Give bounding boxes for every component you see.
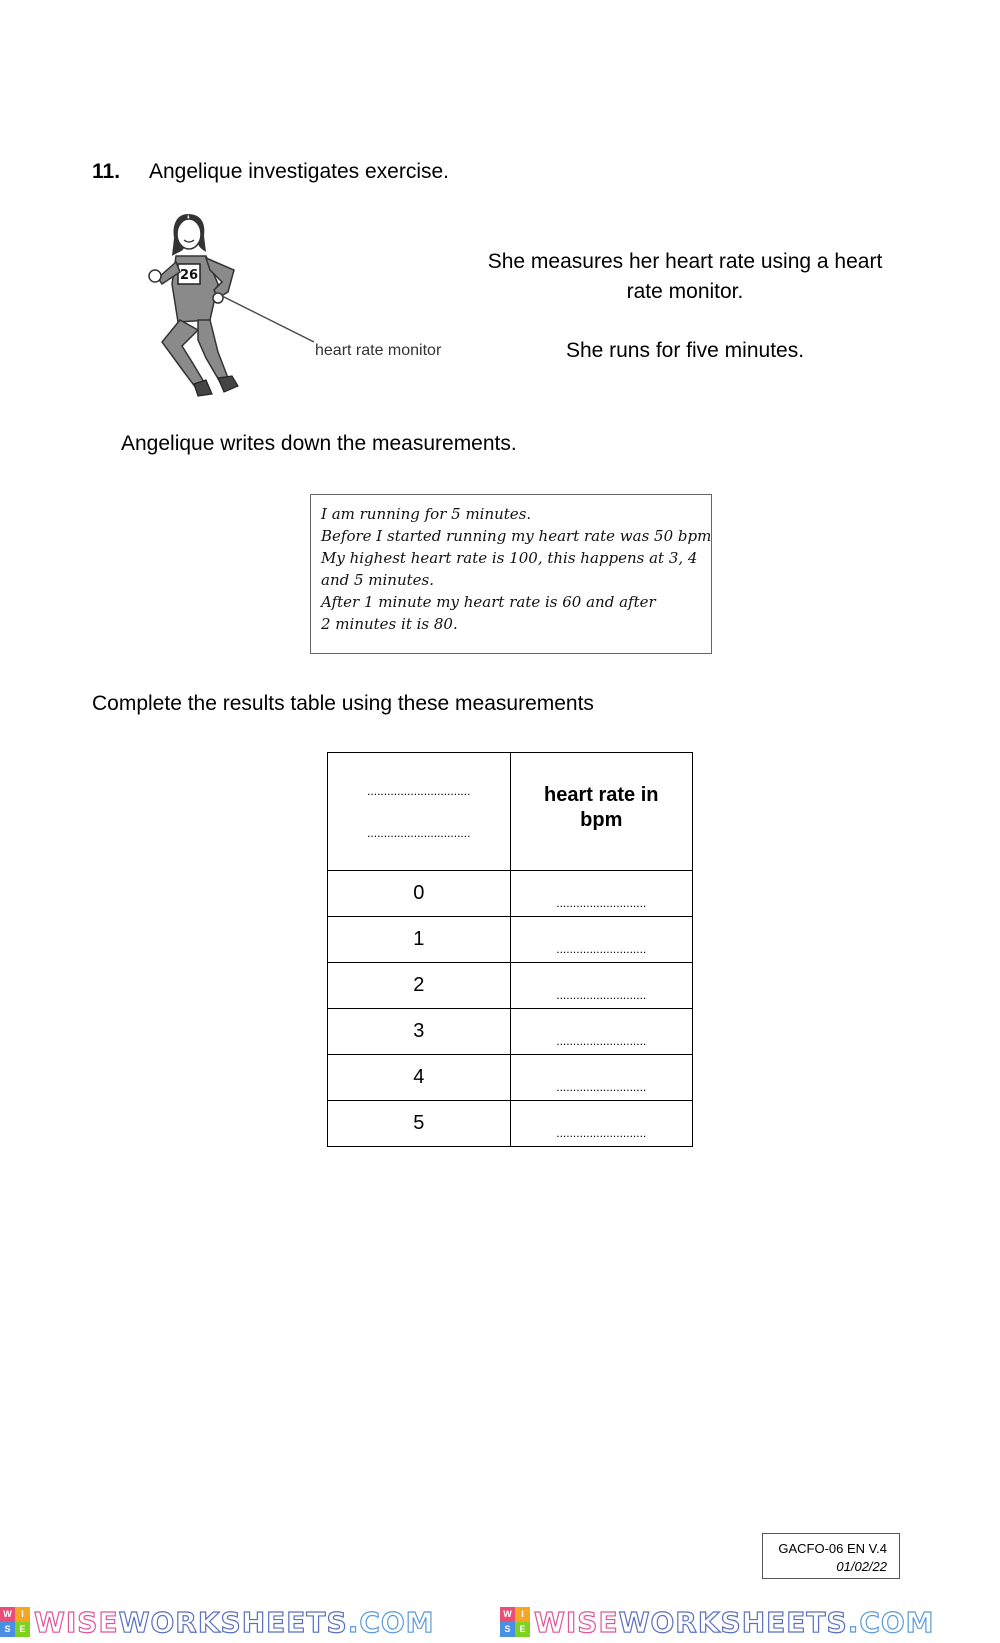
answer-blank: ........................... — [556, 1080, 647, 1094]
question-number: 11. — [92, 160, 121, 183]
time-cell: 5 — [328, 1101, 511, 1147]
table-row — [328, 963, 693, 1009]
results-table — [327, 752, 693, 1147]
document-date: 01/02/22 — [836, 1559, 887, 1574]
note-line: 2 minutes it is 80. — [321, 615, 458, 633]
heart-rate-answer-cell[interactable] — [510, 1055, 693, 1101]
answer-blank: ........................... — [556, 1034, 647, 1048]
wise-logo-icon: W I S E — [500, 1607, 530, 1637]
watermark-unit — [500, 1606, 1000, 1639]
answer-blank: ........................... — [556, 1126, 647, 1140]
document-code: GACFO-06 EN V.4 — [778, 1541, 887, 1556]
header-blank-cell[interactable] — [328, 753, 511, 871]
heart-rate-answer-cell[interactable] — [510, 963, 693, 1009]
header-heart-rate-line-2: bpm — [580, 808, 623, 831]
time-cell: 3 — [328, 1009, 511, 1055]
heart-rate-answer-cell[interactable] — [510, 1009, 693, 1055]
time-cell: 4 — [328, 1055, 511, 1101]
runner-illustration — [148, 212, 318, 412]
note-line: and 5 minutes. — [321, 571, 434, 589]
heart-rate-answer-cell[interactable] — [510, 1101, 693, 1147]
note-line: After 1 minute my heart rate is 60 and after — [321, 593, 656, 611]
watermark-unit — [0, 1606, 500, 1639]
time-cell: 2 — [328, 963, 511, 1009]
document-footer-box — [762, 1533, 900, 1579]
table-row — [328, 1055, 693, 1101]
side-text-line-2: rate monitor. — [626, 280, 744, 303]
header-heart-rate-line-1: heart rate in — [544, 783, 659, 806]
note-line: Before I started running my heart rate was 50 bpm — [321, 527, 712, 545]
table-row — [328, 1009, 693, 1055]
heart-rate-answer-cell[interactable] — [510, 871, 693, 917]
note-line: My highest heart rate is 100, this happens at 3, 4 — [321, 549, 698, 567]
instruction-text: Complete the results table using these measurements — [92, 692, 594, 715]
answer-blank: ........................... — [556, 942, 647, 956]
table-row — [328, 1101, 693, 1147]
side-text-line-1: She measures her heart rate using a heart — [487, 250, 883, 273]
note-line: I am running for 5 minutes. — [321, 505, 532, 523]
measurements-note-box — [310, 494, 712, 654]
bib-number: 26 — [179, 268, 199, 283]
header-blank-line: ............................... — [367, 783, 471, 798]
header-blank-line: ............................... — [367, 825, 471, 840]
watermark-text: WISEWORKSHEETS.COM — [534, 1605, 935, 1639]
watermark-text: WISEWORKSHEETS.COM — [34, 1605, 435, 1639]
heart-rate-answer-cell[interactable] — [510, 917, 693, 963]
answer-blank: ........................... — [556, 896, 647, 910]
header-heart-rate — [510, 753, 693, 871]
table-header-row — [328, 753, 693, 871]
heart-rate-monitor-label: heart rate monitor — [315, 342, 442, 359]
question-intro: Angelique investigates exercise. — [149, 160, 450, 183]
table-row — [328, 871, 693, 917]
watermark-banner — [0, 1604, 1000, 1640]
time-cell: 1 — [328, 917, 511, 963]
writes-down-text: Angelique writes down the measurements. — [121, 432, 517, 455]
wise-logo-icon: W I S E — [0, 1607, 30, 1637]
time-cell: 0 — [328, 871, 511, 917]
side-text-line-3: She runs for five minutes. — [565, 339, 805, 362]
table-row — [328, 917, 693, 963]
answer-blank: ........................... — [556, 988, 647, 1002]
